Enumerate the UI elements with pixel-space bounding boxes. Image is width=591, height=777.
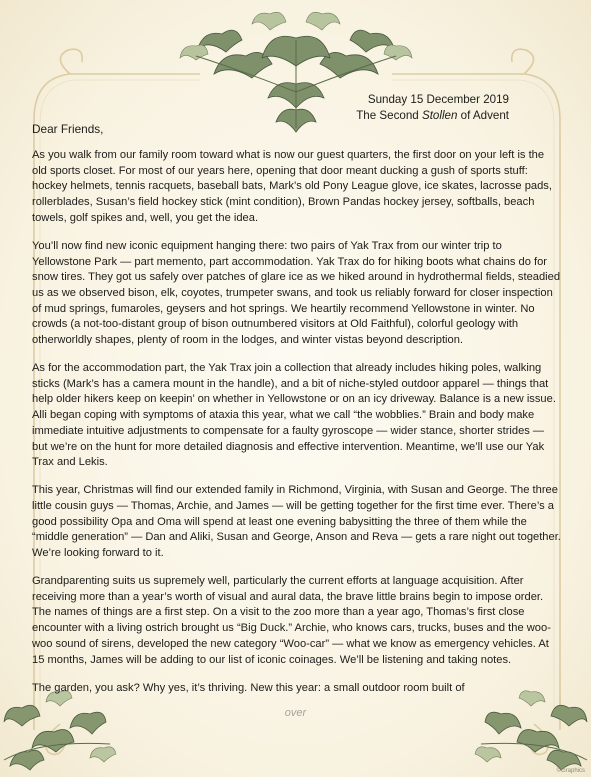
date-line: Sunday 15 December 2019 (367, 93, 509, 106)
paragraph: You’ll now find new iconic equipment hanging there: two pairs of Yak Trax from our winter trip to Yellowstone Park — part memento, part accommodation. Yak Trax do for hiking boots what chains do for snow tires. They got us safely over patches of glare ice as we hiked around in hydrothermal fields, steadied us as we observed bison, elk, coyotes, trumpeter swans, and took us reliably forward for closer inspection of mud springs, fumaroles, geysers and hot springs. We heartily recommend Yellowstone in winter. No crowds (a not-too-distant group of bison outnumbered visitors at Old Faithful), colorful geology with otherworldly shapes, plenty of room in the lodges, and winter vistas beyond description. (32, 239, 561, 347)
paragraph: Grandparenting suits us supremely well, particularly the current efforts at language acquisition. After receiving more than a year’s worth of visual and aural data, the brave little brains begin to impose order. The names of things are a first step. On a visit to the zoo more than a year ago, Thomas’s first close encounter with a living ostrich brought us “Big Duck.” Archie, who knows cars, trucks, buses and the woo-woo sound of sirens, developed the new category “Woo-car” — what we know as emergency vehicles. At 15 months, James will be adding to our list of iconic coinages. We’ll be listening and taking notes. (32, 575, 551, 666)
paragraph: This year, Christmas will find our extended family in Richmond, Virginia, with Susan and George. The three little cousin guys — Thomas, Archie, and James — will be getting together for the first time ever. There’s a good possibility Opa and Oma will spend at least one evening babysitting the three of them while the “middle generation” — Dan and Aliki, Susan and George, Anson and Reva — gets a rare night out together. We’re looking forward to it. (32, 484, 561, 560)
advent-text-after: of Advent (457, 109, 509, 122)
salutation: Dear Friends, (32, 122, 104, 136)
paragraph: As for the accommodation part, the Yak Trax join a collection that already includes hiking poles, walking sticks (Mark’s has a camera mount in the handle), and a bit of niche-styled outdoor apparel — things that help older hikers keep on keepin’ on whether in Yellowstone or on an icy driveway. Balance is a new issue. Alli began coping with symptoms of ataxia this year, what we call “the wobblies.” Brain and body make immediate intuitive adjustments to compensate for a faulty gyroscope — wider stance, shorter strides — but we’re on the hunt for more detailed diagnosis and effective intervention. Meantime, we’ll use our Yak Trax and Lekis. (32, 362, 556, 469)
advent-text-italic: Stollen (421, 109, 458, 122)
over-label: over (284, 707, 307, 719)
paragraph: The garden, you ask? Why yes, it’s thriving. New this year: a small outdoor room built of (32, 681, 465, 694)
advent-text-before: The Second (356, 109, 422, 122)
paragraph: As you walk from our family room toward what is now our guest quarters, the first door on your left is the old sports closet. For most of our years here, opening that door meant ducking a gush of sports stuff: hockey helmets, tennis racquets, baseball bats, Mark’s old Pony League glove, ice skates, lacrosse pads, rollerblades, Susan’s field hockey stick (mint condition), Brown Pandas hockey jersey, softballs, beach towels, golf spikes and, well, you get the idea. (32, 149, 552, 224)
letter-body (32, 148, 562, 709)
stationery-credit: ©Graphics (556, 768, 585, 774)
advent-line (356, 108, 509, 124)
letter-date-block (356, 92, 509, 124)
